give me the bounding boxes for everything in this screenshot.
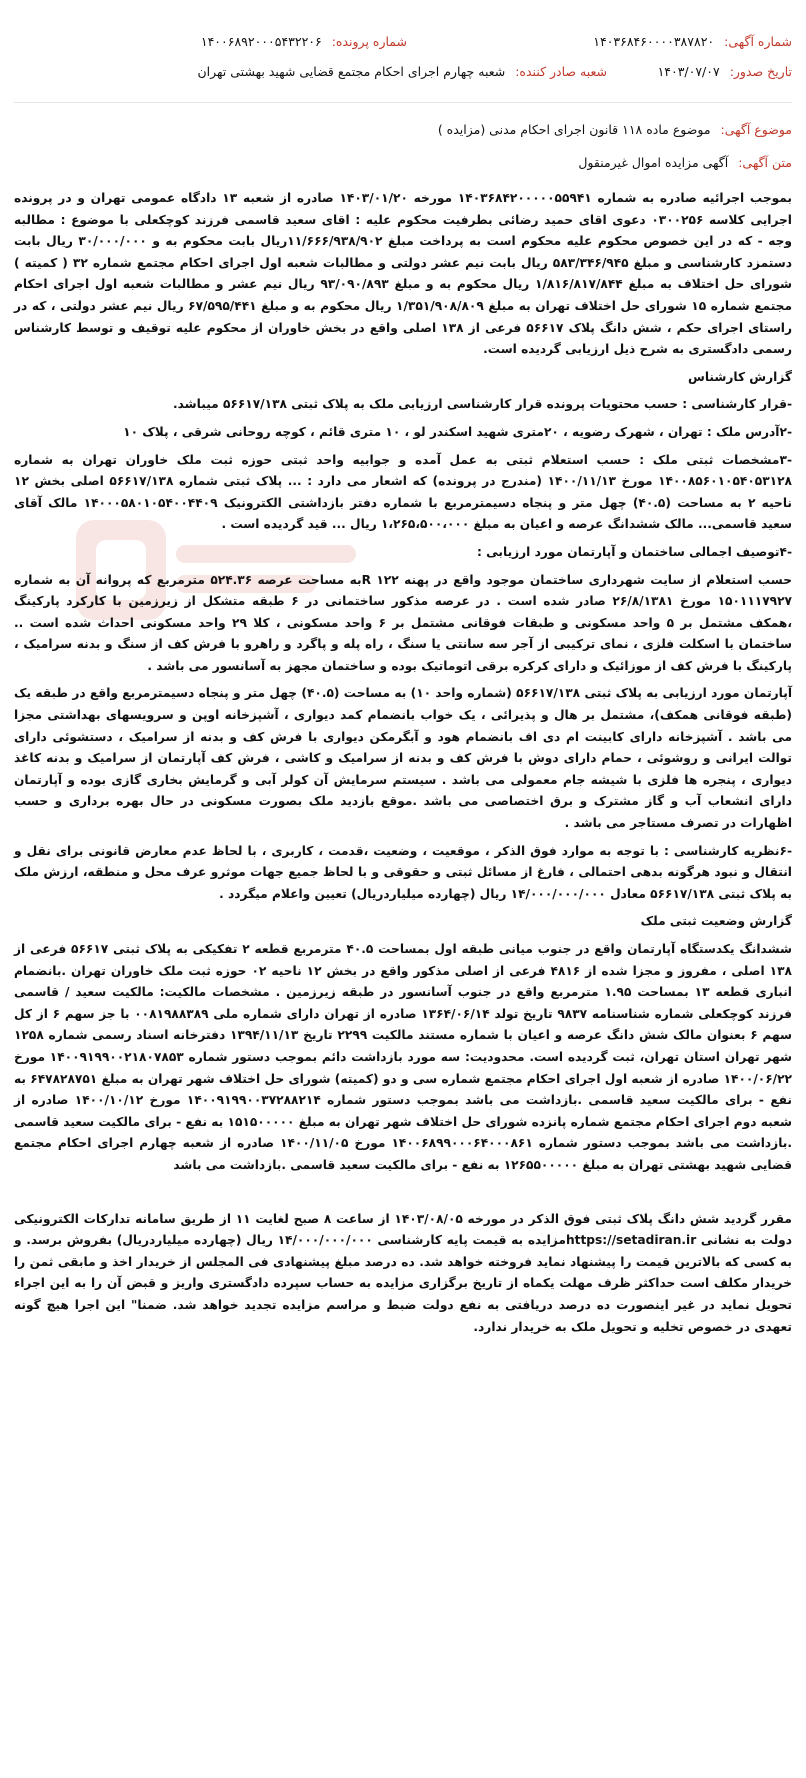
subject-line [14,122,792,137]
issuing-branch-label: شعبه صادر کننده: [515,64,607,79]
issuing-branch: شعبه چهارم اجرای احکام مجتمع قضایی شهید بهشتی تهران [197,64,506,79]
report-item-2: -۲آدرس ملک : تهران ، شهرک رضویه ، ۲۰متری شهید اسکندر لو ، ۱۰ متری قائم ، کوچه روحانی شرقی ، پلاک ۱۰ [123,424,792,439]
registry-paragraph: ششدانگ یکدستگاه آپارتمان واقع در جنوب میانی طبقه اول بمساحت ۴۰.۵ مترمربع قطعه ۲ تفکیکی به پلاک ثبتی ۵۶۶۱۷ فرعی از ۱۳۸ اصلی ، مفروز و مجزا شده از ۴۸۱۶ فرعی از اصلی مذکور واقع در بخش ۱۲ ناحیه ۰۲ حوزه ثبت ملک خاوران تهران .بانضمام انباری قطعه ۱۳ بمساحت ۱.۹۵ مترمربع واقع در جنوب آسانسور در طبقه زیرزمین . مشخصات مالکیت: مالکیت سعید / قاسمی فرزند کوچکعلی شماره شناسنامه ۹۸۳۷ تاریخ تولد ۱۳۶۴/۰۶/۱۴ صادره از تهران دارای شماره ملی ۰۰۸۱۹۸۸۳۸۹ با جز سهم ۶ از کل سهم ۶ بعنوان مالک شش دانگ عرصه و اعیان با شماره مستند مالکیت ۲۲۹۹ تاریخ ۱۳۹۴/۱۱/۱۳ دفترخانه اسناد رسمی شماره ۱۲۵۸ شهر تهران استان تهران، ثبت گردیده است. محدودیت: سه مورد بازداشت دائم بموجب دستور شماره ۱۴۰۰۹۱۹۹۰۰۲۱۸۰۷۸۵۳ مورخ ۱۴۰۰/۰۶/۲۲ صادره از شعبه اول اجرای احکام مجتمع شماره سی و دو (کمیته) شورای حل اختلاف شهر تهران به مبلغ ۶۴۷۸۲۸۷۵۱ به نفع - برای مالکیت سعید قاسمی .بازداشت می باشد بموجب دستور شماره ۱۴۰۰۹۱۹۹۰۰۳۷۲۸۸۲۱۴ مورخ ۱۴۰۰/۱۰/۱۲ صادره از شعبه دوم اجرای احکام مجتمع شماره پانزده شورای حل اختلاف شهر تهران به مبلغ ۱۵۱۵۰۰۰۰۰ به نفع - برای مالکیت سعید قاسمی .بازداشت می باشد بموجب دستور شماره ۱۴۰۰۶۸۹۹۰۰۰۶۴۰۰۰۸۶۱ مورخ ۱۴۰۰/۱۱/۰۵ صادره از شعبه چهارم اجرای احکام مجتمع قضایی شهید بهشتی تهران به مبلغ ۱۲۶۵۵۰۰۰۰۰ به نفع - برای مالکیت سعید قاسمی .بازداشت می باشد [14,942,793,1172]
issue-date-label: تاریخ صدور: [729,64,792,79]
case-number-label: شماره پرونده: [331,34,407,49]
notice-text-title: آگهی مزایده اموال غیرمنقول [578,155,729,170]
intro-paragraph: بموجب اجرائیه صادره به شماره ۱۴۰۳۶۸۴۲۰۰۰۰۰۵۵۹۴۱ مورخه ۱۴۰۳/۰۱/۲۰ صادره از شعبه ۱۳ دادگاه عمومی تهران و در پرونده اجرایی کلاسه ۰۳۰۰۲۵۶ دعوی اقای حمید رضائی بطرفیت محکوم علیه : اقای سعید قاسمی فرزند کوچکعلی با موضوع : مطالبه وجه - که در این خصوص محکوم علیه محکوم است به پرداخت مبلغ ۱۱/۶۶۶/۹۳۸/۹۰۲ریال بابت محکوم به و ۳۰/۰۰۰/۰۰۰ ریال بابت دستمزد کارشناسی و مبلغ ۵۸۳/۳۴۶/۹۴۵ ریال بابت نیم عشر دولتی و مطالبات شعبه اول اجرای احکام مجتمع شماره ۳۲ ( کمیته ) شورای حل اختلاف به مبلغ ۱/۸۱۶/۸۱۷/۸۴۴ ریال محکوم به و مبلغ ۹۳/۰۹۰/۸۹۳ ریال نیم عشر و مطالبات شعبه اول اجرای احکام مجتمع شماره ۱۵ شورای حل اختلاف تهران به مبلغ ۱/۳۵۱/۹۰۸/۸۰۹ ریال محکوم به و مبلغ ۶۷/۵۹۵/۴۴۱ ریال نیم عشر دولتی ، که در راستای اجرای حکم ، شش دانگ پلاک ۵۶۶۱۷ فرعی از ۱۳۸ اصلی واقع در بخش خاوران از محکوم علیه توقیف و توسط کارشناس رسمی دادگستری به شرح ذیل ارزیابی گردیده است. [14,191,793,357]
notice-text-label: متن آگهی: [738,155,792,170]
subject: موضوع ماده ۱۱۸ قانون اجرای احکام مدنی (مزایده ) [437,122,711,137]
closing-paragraph: مقرر گردید شش دانگ پلاک ثبتی فوق الذکر در مورخه ۱۴۰۳/۰۸/۰۵ از ساعت ۸ صبح لغایت ۱۱ از طریق سامانه تدارکات الکترونیکی دولت به نشانی https://setadiran.irمزایده به قیمت پایه کارشناسی ۱۴/۰۰۰/۰۰۰/۰۰۰ ریال (چهارده میلیاردریال) بفروش برسد. و به کسی که بالاترین قیمت را پیشنهاد نماید فروخته خواهد شد. ده درصد مبلغ پیشنهادی فی المجلس از خریدار اخذ و مابقی ثمن را خریدار مکلف است حداکثر ظرف مهلت یکماه از تاریخ برگزاری مزایده به حساب سپرده دادگستری واریز و قبض آن را به این اجراء تحویل نماید در غیر اینصورت ده درصد دریافتی به نفع دولت ضبط و مراسم مزایده تجدید خواهد شد. ضمنا" این اجرا هیچ گونه تعهدی در خصوص تخلیه و تحویل ملک به خریدار ندارد. [14,1211,793,1334]
subject-label: موضوع آگهی: [720,122,792,137]
notice-number: ۱۴۰۳۶۸۴۶۰۰۰۰۳۸۷۸۲۰ [593,34,715,49]
report-item-6: -۶نظریه کارشناسی : با توجه به موارد فوق الذکر ، موقعیت ، وضعیت ،قدمت ، کاربری ، با لحاظ عدم معارض قانونی برای نقل و انتقال و نبود هرگونه بدهی احتمالی ، فارغ از مسائل ثبتی و حقوقی و با لحاظ جمیع جهات موثرو عرف محل و منطقه، ارزش ملک به پلاک ثبتی ۵۶۶۱۷/۱۳۸ معادل ۱۴/۰۰۰/۰۰۰/۰۰۰ ریال (چهارده میلیاردریال) تعیین واعلام میگردد . [14,843,792,901]
notice-number-label: شماره آگهی: [724,34,792,49]
registry-heading: گزارش وضعیت ثبتی ملک [640,914,792,929]
case-number: ۱۴۰۰۶۸۹۲۰۰۰۵۴۳۲۲۰۶ [200,34,322,49]
report-item-1: -قرار کارشناسی : حسب محتویات پرونده قرار کارشناسی ارزیابی ملک به پلاک ثبتی ۵۶۶۱۷/۱۳۸ میباشد. [173,397,792,412]
notice-body [14,188,792,1344]
report-item-4-apartment: آپارتمان مورد ارزیابی به پلاک ثبتی ۵۶۶۱۷/۱۳۸ (شماره واحد ۱۰) به مساحت (۴۰.۵) چهل متر و پنجاه دسیمترمربع واقع در طبقه یک (طبقه فوقانی همکف)، مشتمل بر هال و پذیرائی ، یک خواب بانضمام کمد دیواری ، آشپزخانه اوپن و سرویسهای بهداشتی مجزا می باشد . آشپزخانه دارای کابینت ام دی اف بانضمام هود و آبگرمکن دیواری با فرش کف و بدنه از سرامیک ، دستشوئی دارای توالت ایرانی و روشوئی ، حمام دارای دوش با فرش کف و بدنه از سرامیک و کاشی ، فرش کف آپارتمان از سرامیک و بدنه کاغذ دیواری ، پنجره ها فلزی با شیشه جام معمولی می باشد . سیستم سرمایش آن کولر آبی و گرمایش بخاری گازی بوده و آپارتمان دارای انشعاب آب و گاز مشترک و برق اختصاصی می باشد .موقع بازدید ملک بصورت مسکونی در حال بهره برداری و حسب اظهارات در تصرف مستاجر می باشد . [14,686,792,831]
case-number-group [201,34,407,49]
notice-number-group [593,34,792,49]
header-divider [14,102,792,103]
issuing-branch-group [198,64,608,79]
report-item-3: -۳مشخصات ثبتی ملک : حسب استعلام ثبتی به عمل آمده و جوابیه واحد ثبتی حوزه ثبت ملک خاوران تهران به شماره ۱۴۰۰۸۵۶۰۱۰۵۴۰۵۳۱۲۸ مورخ ۱۴۰۰/۱۱/۱۳ (مندرج در پرونده) که اشعار می دارد : ... پلاک ثبتی شماره ۵۶۶۱۷/۱۳۸ اصلی بخش ۱۲ ناحیه ۲ به مساحت (۴۰.۵) چهل متر و پنجاه دسیمترمربع با شماره دفتر بازداشتی الکترونیک ۱۴۰۰۰۵۸۰۱۰۵۴۰۰۴۴۰۹ مالک آقای سعید قاسمی... مالک ششدانگ عرصه و اعیان به مبلغ ۱،۲۶۵،۵۰۰،۰۰۰ ریال ... قید گردیده است . [14,452,792,532]
expert-report-heading: گزارش کارشناس [688,369,792,384]
issue-date-group [658,64,792,79]
spacer [14,1183,792,1209]
report-item-4-building: حسب استعلام از سایت شهرداری ساختمان موجود واقع در پهنه ۱۲۲ Rبه مساحت عرصه ۵۲۴.۳۶ مترمربع که پروانه آن به شماره ۱۵۰۱۱۱۷۹۲۷ مورخ ۲۶/۸/۱۳۸۱ صادر شده است . در عرصه مذکور ساختمانی در ۶ طبقه متشکل از زیرزمین با کارکرد پارکینگ ،همکف مشتمل بر ۵ واحد مسکونی و طبقات فوقانی مشتمل بر ۶ واحد مسکونی ، کلا ۲۹ واحد مسکونی احداث شده است .. ساختمان با اسکلت فلزی ، نمای ترکیبی از آجر سه سانتی یا سنگ ، راه پله و پاگرد و راهرو با فرش کف از سنگ و بدنه سرامیک ، پارکینگ با فرش کف از موزائیک و دارای کرکره برقی اتوماتیک بوده و ساختمان مجهز به آسانسور می باشد . [14,572,792,673]
notice-text-line [14,155,792,170]
issue-date: ۱۴۰۳/۰۷/۰۷ [657,64,720,79]
report-item-4-heading: -۴توصیف اجمالی ساختمان و آپارتمان مورد ارزیابی : [476,544,792,559]
